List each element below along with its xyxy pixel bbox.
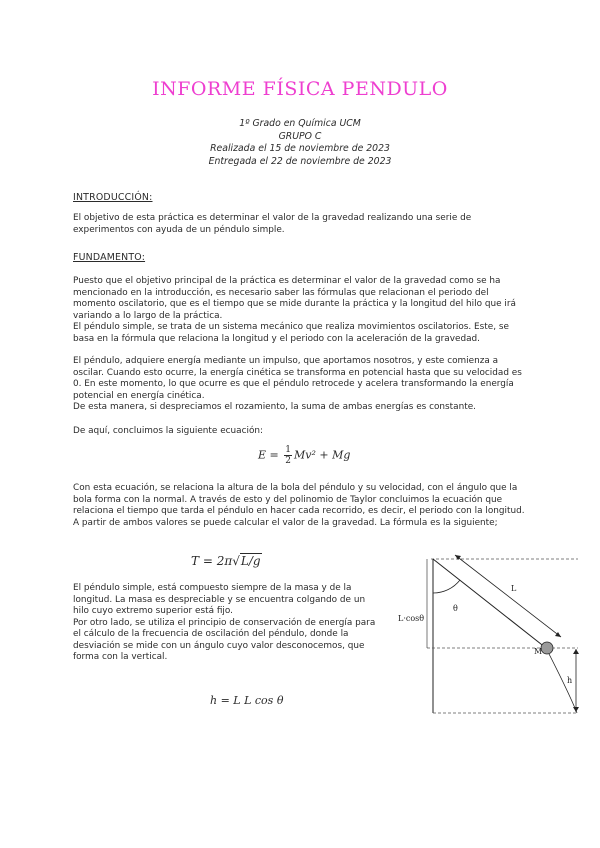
meta-course: 1º Grado en Química UCM [239,118,361,129]
label-theta: θ [453,604,458,613]
energy-equation-lhs: E = [258,448,283,462]
energy-equation-rhs: Mv² + Mg [293,448,351,462]
meta-delivered-date: Entregada el 22 de noviembre de 2023 [208,155,392,167]
fundamento-paragraph-6: Con esta ecuación, se relaciona la altura de la bola del péndulo y su velocidad, con el ángulo que la bola forma con la normal. A través de esto y del polinomio de Taylor concluimos la ecuación que relaciona el tiempo que tarda el péndulo en hacer cada recorrido, es decir, el periodo con la longitud. A partir de ambos valores se puede calcular el valor de la gravedad. La fórmula es la siguiente; [73,483,525,528]
label-mass: M [534,647,543,656]
intro-paragraph: El objetivo de esta práctica es determinar el valor de la gravedad realizando una serie de experimentos con ayuda de un péndulo simple. [73,213,472,235]
height-arrow-head-top [573,649,579,654]
pendulum-description [73,583,378,664]
swing-arc [546,648,577,713]
fundamento-paragraph-2: El péndulo simple, se trata de un sistema mecánico que realiza movimientos oscilatorios. Este, se basa en la fórmula que relaciona la longitud y el periodo con la aceleración de la gravedad. [73,322,509,344]
label-length: L [511,584,517,593]
energy-section [73,356,529,414]
length-arrow [455,555,561,637]
fundamento-paragraph-8: Por otro lado, se utiliza el principio de conservación de energía para el cálculo de la frecuencia de oscilación del péndulo, donde la desviación se mide con un ángulo cuyo valor desconocemos, que forma con la vertical. [73,617,376,662]
pendulum-mass [541,642,553,654]
fundamento-heading: FUNDAMENTO: [73,252,146,263]
fundamento-paragraph-3: El péndulo, adquiere energía mediante un impulso, que aportamos nosotros, y este comienza a oscilar. Cuando esto ocurre, la energía cinética se transforma en potencial hasta que su velocidad es 0. En este momento, lo que ocurre es que el péndulo retrocede y acelera transformando la energía potencial en energía cinética. [73,356,522,401]
label-lcos: L·cosθ [398,614,425,623]
period-equation: T = 2π√L/g [191,554,261,568]
document-meta [0,118,600,168]
pendulum-diagram-svg [393,553,583,718]
fundamento-paragraph-4: De esta manera, si despreciamos el rozamiento, la suma de ambas energías es constante. [73,402,476,412]
pendulum-diagram [393,553,583,718]
label-height: h [567,676,573,685]
document-title: INFORME FÍSICA PENDULO [152,78,448,100]
fundamento-paragraph-7: El péndulo simple, está compuesto siempre de la masa y de la longitud. La masa es despreciable y se encuentra colgando de un hilo cuyo extremo superior está fijo. [73,583,366,616]
period-equation-sqrt: L/g [240,554,261,568]
fundamento-paragraph-1: Puesto que el objetivo principal de la práctica es determinar el valor de la gravedad como se ha mencionado en la introducción, es necesario saber las fórmulas que relacionan el periodo del momento oscilatorio, que es el tiempo que se mide durante la práctica y la longitud del hilo que irá variando a lo largo de la práctica. [73,276,516,321]
meta-performed-date: Realizada el 15 de noviembre de 2023 [210,143,390,155]
angle-arc [433,580,460,593]
energy-fraction-denominator: 2 [285,456,291,466]
meta-group: GRUPO C [278,130,322,142]
fundamento-paragraph-5: De aquí, concluimos la siguiente ecuación: [73,426,263,436]
period-equation-lhs: T = 2π [191,554,233,568]
height-arrow-head-bottom [573,707,579,712]
energy-equation [258,445,350,466]
height-equation: h = L L cos θ [210,694,284,707]
energy-fraction [284,445,292,466]
intro-heading: INTRODUCCIÓN: [73,192,153,203]
pendulum-string [433,559,546,648]
fundamento-section [73,276,529,345]
energy-fraction-numerator: 1 [285,445,291,455]
